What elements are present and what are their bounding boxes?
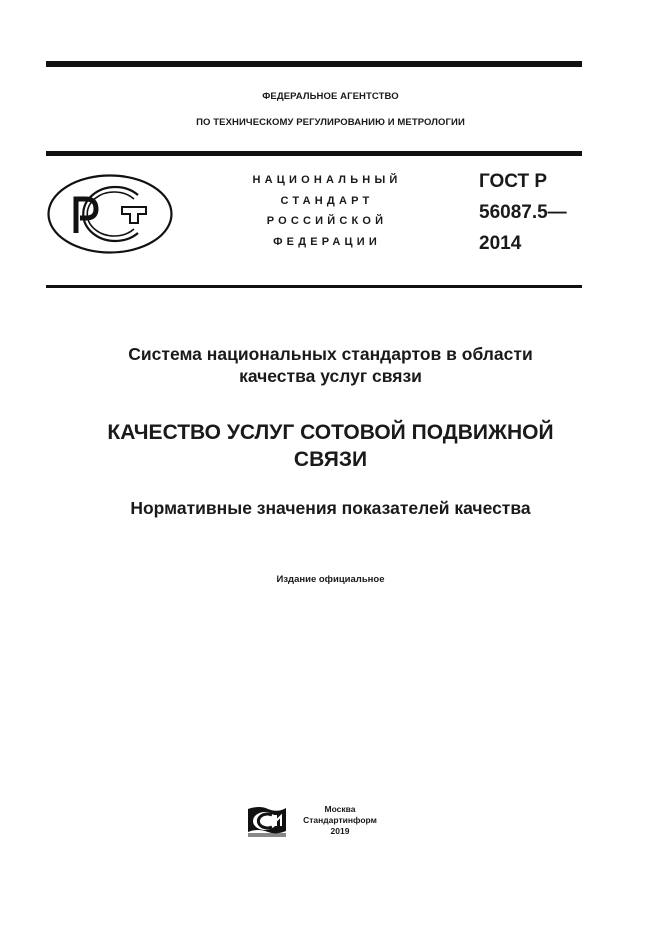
standartinform-logo-icon — [246, 805, 288, 838]
designation-line-2: 56087.5— — [479, 202, 567, 223]
masthead-rule — [46, 285, 582, 288]
series-line-2: качества услуг связи — [239, 366, 422, 386]
publisher-block — [296, 804, 384, 837]
top-rule — [46, 61, 582, 67]
designation-line-1: ГОСТ Р — [479, 171, 548, 192]
series-title — [0, 343, 661, 387]
national-standard-label — [232, 170, 422, 252]
agency-name-line-1: ФЕДЕРАЛЬНОЕ АГЕНТСТВО — [262, 91, 399, 102]
title-line-2: СВЯЗИ — [293, 448, 368, 471]
national-line-1: НАЦИОНАЛЬНЫЙ — [252, 174, 402, 186]
national-line-3: РОССИЙСКОЙ — [266, 215, 388, 227]
rst-gost-emblem-icon — [46, 173, 174, 255]
national-line-4: ФЕДЕРАЦИИ — [273, 235, 381, 248]
publisher-name: Стандартинформ — [303, 815, 377, 825]
agency-name-line-2: ПО ТЕХНИЧЕСКОМУ РЕГУЛИРОВАНИЮ И МЕТРОЛОГИИ — [196, 117, 465, 128]
publication-year: 2019 — [330, 826, 350, 836]
designation-line-3: 2014 — [479, 233, 522, 254]
standard-designation — [479, 166, 567, 259]
edition-label: Издание официальное — [276, 574, 385, 585]
document-subtitle: Нормативные значения показателей качества — [130, 498, 531, 518]
publisher-city: Москва — [324, 804, 356, 814]
header-rule — [46, 151, 582, 156]
document-title — [0, 419, 661, 473]
title-line-1: КАЧЕСТВО УСЛУГ СОТОВОЙ ПОДВИЖНОЙ — [107, 421, 554, 444]
series-line-1: Система национальных стандартов в области — [128, 344, 533, 364]
national-line-2: СТАНДАРТ — [280, 194, 374, 207]
